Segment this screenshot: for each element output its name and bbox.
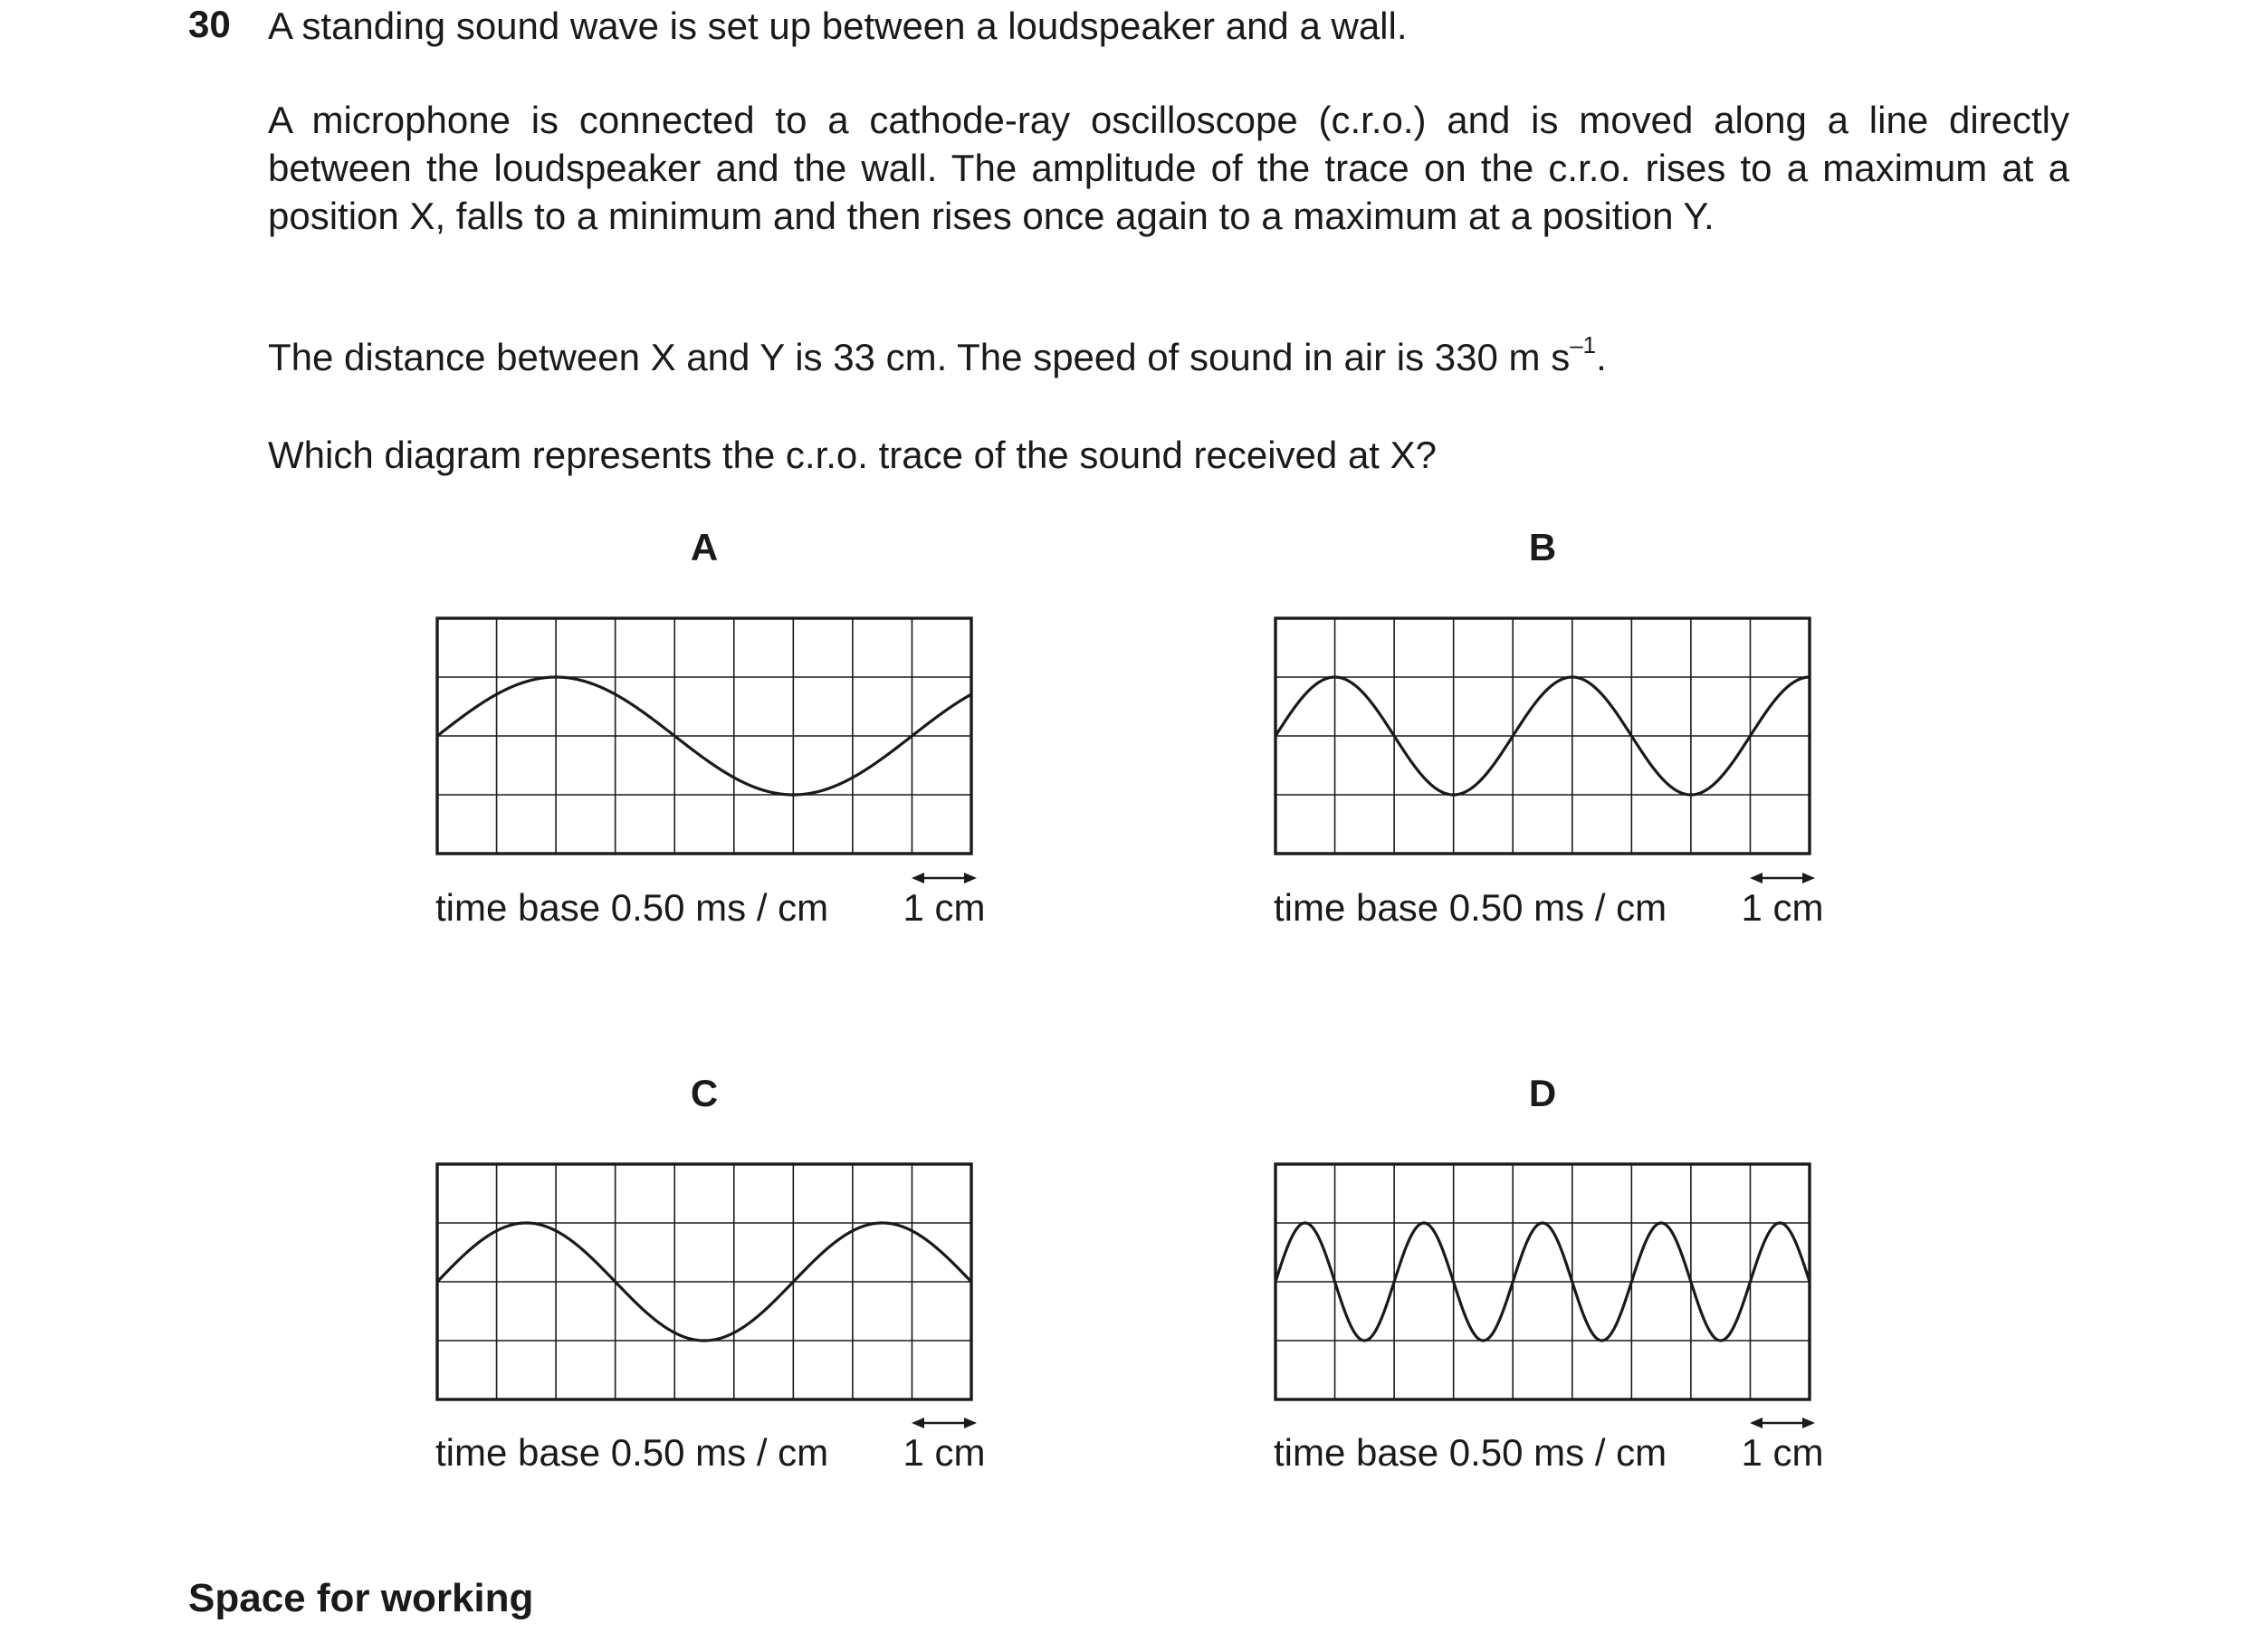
question-prompt: Which diagram represents the c.r.o. trace of the sound received at X? — [268, 434, 1438, 476]
option-a-time-base: time base 0.50 ms / cm — [435, 886, 829, 929]
option-d-label[interactable]: D — [1528, 1072, 1557, 1114]
option-d-time-base: time base 0.50 ms / cm — [1274, 1431, 1667, 1474]
option-c-scale-label: 1 cm — [903, 1431, 986, 1474]
question-data-end: . — [1596, 336, 1607, 378]
option-c-label[interactable]: C — [690, 1072, 719, 1114]
option-c-time-base: time base 0.50 ms / cm — [435, 1431, 829, 1474]
question-data-exponent: –1 — [1570, 331, 1597, 358]
space-for-working-heading: Space for working — [188, 1576, 534, 1620]
option-a-scale-arrow-icon — [912, 869, 977, 887]
option-d-scale-label: 1 cm — [1741, 1431, 1824, 1474]
option-a-label[interactable]: A — [690, 526, 719, 568]
option-a-scale-label: 1 cm — [903, 886, 986, 929]
option-d-scale-arrow-icon — [1750, 1414, 1815, 1432]
option-c-oscilloscope-screen — [435, 1162, 973, 1401]
option-c-scale-arrow-icon — [912, 1414, 977, 1432]
option-b-scale-label: 1 cm — [1741, 886, 1824, 929]
option-d-oscilloscope-screen — [1274, 1162, 1811, 1401]
question-number: 30 — [188, 3, 231, 45]
option-b-label[interactable]: B — [1528, 526, 1557, 568]
question-data — [268, 333, 2069, 381]
option-b-time-base: time base 0.50 ms / cm — [1274, 886, 1667, 929]
question-intro: A standing sound wave is set up between a loudspeaker and a wall. — [268, 5, 1408, 47]
option-a-oscilloscope-screen — [435, 616, 973, 855]
question-data-text: The distance between X and Y is 33 cm. The speed of sound in air is 330 m s — [268, 336, 1571, 378]
question-setup: A microphone is connected to a cathode-ray oscilloscope (c.r.o.) and is moved along a line directly between the loudspeaker and the wall. The amplitude of the trace on the c.r.o. rises to a maximum at a position X, falls to a minimum and then rises once again to a maximum at a position Y. — [268, 99, 2069, 237]
option-b-oscilloscope-screen — [1274, 616, 1811, 855]
option-b-scale-arrow-icon — [1750, 869, 1815, 887]
